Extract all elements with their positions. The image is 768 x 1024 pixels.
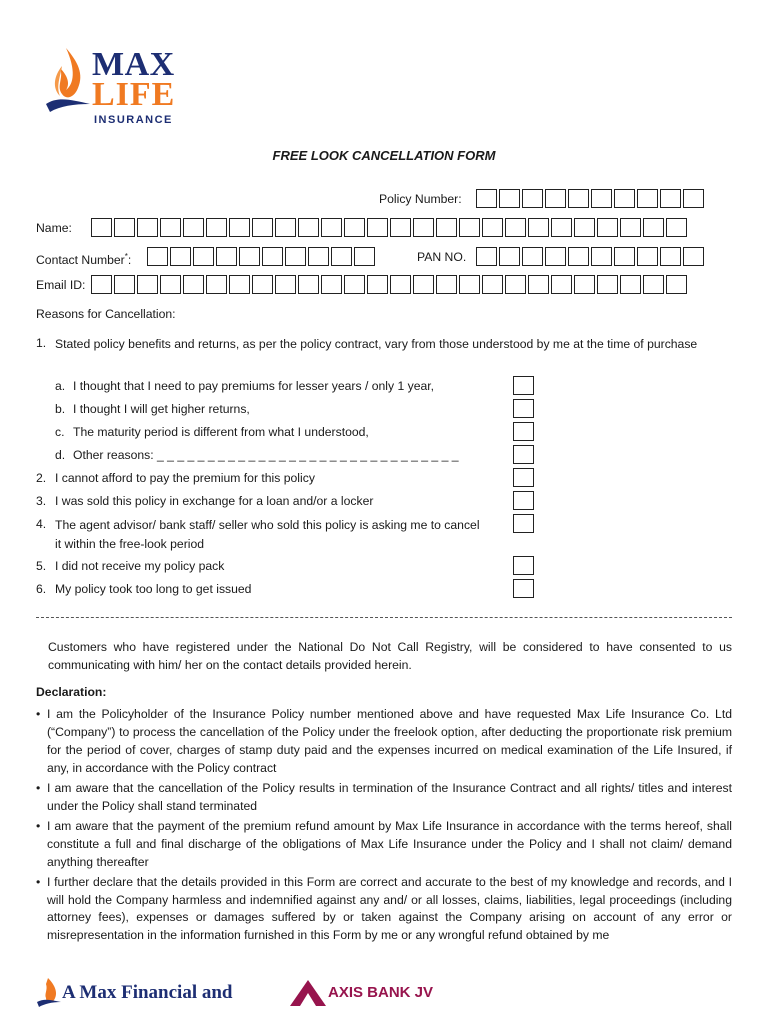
checkbox-reason-3[interactable] bbox=[513, 491, 534, 510]
reason-b-number: b. bbox=[55, 402, 66, 416]
reason-2-number: 2. bbox=[36, 471, 47, 485]
bullet-icon: • bbox=[36, 819, 41, 833]
footer-axis-bank: AXIS BANK JV bbox=[328, 984, 434, 1001]
reason-c-text: The maturity period is different from what I understood, bbox=[73, 425, 369, 439]
declaration-text: I am the Policyholder of the Insurance Policy number mentioned above and have requested Max Life Insurance Co. Ltd (“Company”) to process the cancellation of the Policy under the freelook option, after deducting the proportionate risk premium for the period of cover, charges of stamp duty paid and the expenses incurred on medical examination of the Life Insured, if any, in accordance with the Policy contract bbox=[47, 707, 732, 775]
contact-number-label: Contact Number*: bbox=[36, 252, 132, 268]
reason-6-text: My policy took too long to get issued bbox=[55, 582, 252, 596]
name-label: Name: bbox=[36, 221, 72, 235]
pan-label: PAN NO. bbox=[417, 250, 467, 264]
pan-boxes[interactable] bbox=[476, 247, 704, 266]
checkbox-reason-d[interactable] bbox=[513, 445, 534, 464]
email-boxes[interactable] bbox=[91, 275, 687, 294]
bullet-icon: • bbox=[36, 781, 41, 795]
checkbox-reason-b[interactable] bbox=[513, 399, 534, 418]
reason-4-number: 4. bbox=[36, 517, 47, 531]
checkbox-reason-6[interactable] bbox=[513, 579, 534, 598]
reason-3-number: 3. bbox=[36, 494, 47, 508]
section-divider bbox=[36, 617, 732, 618]
max-life-logo bbox=[44, 44, 194, 130]
declaration-item bbox=[36, 779, 732, 815]
reason-6-number: 6. bbox=[36, 582, 47, 596]
form-title: FREE LOOK CANCELLATION FORM bbox=[272, 148, 496, 163]
name-boxes[interactable] bbox=[91, 218, 687, 237]
reason-5-text: I did not receive my policy pack bbox=[55, 559, 225, 573]
declaration-text: I am aware that the payment of the premium refund amount by Max Life Insurance in accordance with the terms hereof, shall constitute a full and final discharge of the obligations of Max Life Insurance under the Policy and I shall not claim/ demand anything thereafter bbox=[47, 819, 732, 869]
email-label: Email ID: bbox=[36, 278, 86, 292]
reason-a-number: a. bbox=[55, 379, 66, 393]
declaration-item bbox=[36, 705, 732, 777]
reason-1-number: 1. bbox=[36, 336, 47, 350]
bullet-icon: • bbox=[36, 875, 41, 889]
reason-5-number: 5. bbox=[36, 559, 47, 573]
declaration-text: I am aware that the cancellation of the Policy results in termination of the Insurance Contract and all rights/ titles and interest under the Policy shall stand terminated bbox=[47, 781, 732, 813]
declaration-item bbox=[36, 874, 732, 944]
bullet-icon: • bbox=[36, 707, 41, 721]
contact-number-boxes[interactable] bbox=[147, 247, 375, 266]
reason-3-text: I was sold this policy in exchange for a loan and/or a locker bbox=[55, 494, 374, 508]
logo-max-text: MAX bbox=[92, 46, 175, 83]
reason-4-text: The agent advisor/ bank staff/ seller who sold this policy is asking me to cancel it within the free-look period bbox=[55, 518, 480, 551]
checkbox-reason-c[interactable] bbox=[513, 422, 534, 441]
reason-2-text: I cannot afford to pay the premium for this policy bbox=[55, 471, 315, 485]
checkbox-reason-2[interactable] bbox=[513, 468, 534, 487]
checkbox-reason-5[interactable] bbox=[513, 556, 534, 575]
logo-insurance-text: INSURANCE bbox=[94, 114, 173, 126]
reason-d-text: Other reasons: _ _ _ _ _ _ _ _ _ _ _ _ _ _ _ _ _ _ _ _ _ _ _ _ _ _ _ _ _ _ bbox=[73, 448, 459, 462]
footer-max-financial: A Max Financial and bbox=[62, 982, 233, 1003]
reason-a-text: I thought that I need to pay premiums for lesser years / only 1 year, bbox=[73, 379, 435, 393]
flame-icon bbox=[44, 44, 92, 124]
policy-number-label: Policy Number: bbox=[379, 192, 462, 206]
declaration-heading: Declaration: bbox=[36, 685, 107, 699]
reason-d-number: d. bbox=[55, 448, 66, 462]
logo-life-text: LIFE bbox=[92, 76, 176, 113]
policy-number-boxes[interactable] bbox=[476, 189, 704, 208]
declaration-item bbox=[36, 817, 732, 871]
axis-bank-logo-icon bbox=[288, 978, 328, 1008]
checkbox-reason-4[interactable] bbox=[513, 514, 534, 533]
reason-b-text: I thought I will get higher returns, bbox=[73, 402, 250, 416]
flame-small-icon bbox=[36, 976, 62, 1008]
declaration-text: I further declare that the details provided in this Form are correct and accurate to the best of my knowledge and records, and I will hold the Company harmless and indemnified against any and/ or all losses, claims, liabilities, legal proceedings (including attorney fees), expenses or damages suffered by or taken against the Company arising on account of any error or misrepresentation in the information furnished in this Form by me or any wrongful refund obtained by me bbox=[47, 875, 732, 942]
reasons-heading: Reasons for Cancellation: bbox=[36, 307, 176, 321]
checkbox-reason-a[interactable] bbox=[513, 376, 534, 395]
reason-c-number: c. bbox=[55, 425, 65, 439]
dnc-note: Customers who have registered under the National Do Not Call Registry, will be considered to have consented to us communicating with him/ her on the contact details provided herein. bbox=[48, 640, 732, 672]
reason-1-text: Stated policy benefits and returns, as per the policy contract, vary from those understood by me at the time of purchase bbox=[55, 337, 698, 351]
